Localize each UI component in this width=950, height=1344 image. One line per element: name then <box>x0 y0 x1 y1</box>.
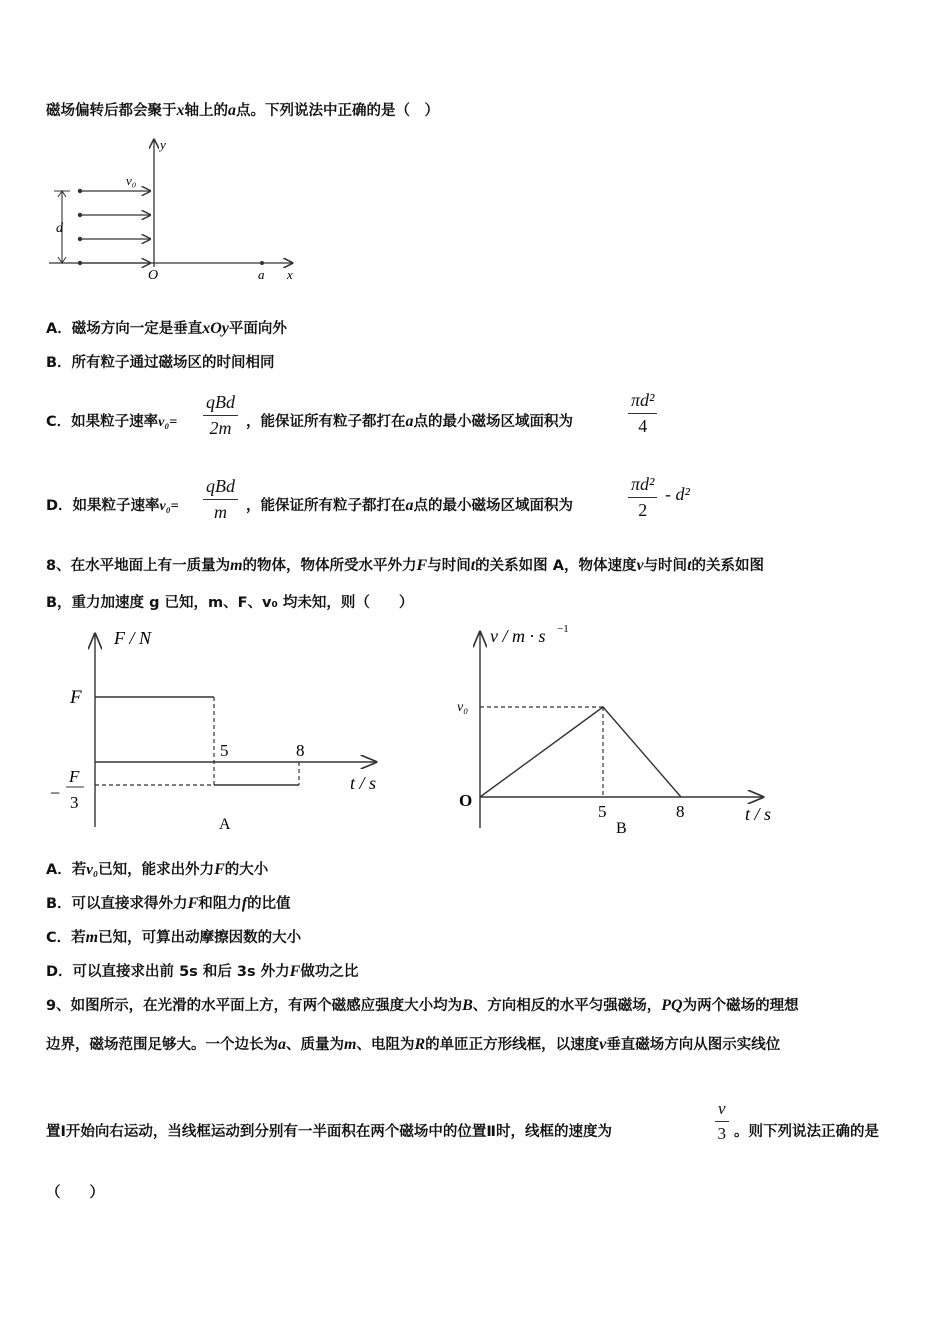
label-x: x <box>287 267 293 282</box>
label-a: a <box>258 267 265 282</box>
label-origin: O <box>459 791 473 810</box>
q8-option-d: D．可以直接求出前 5s 和后 3s 外力F做功之比 <box>46 963 359 980</box>
option-text: 点的最小磁场区域面积为 <box>413 498 573 514</box>
tick-5: 5 <box>220 741 229 760</box>
label-3: 3 <box>70 793 79 812</box>
velocity-curve <box>480 707 681 797</box>
label-negF: F <box>69 767 80 786</box>
q8-stem-line2: B，重力加速度 g 已知，m、F、v₀ 均未知，则（ ） <box>46 595 414 611</box>
label-y: y <box>160 137 166 152</box>
label-minus: − <box>50 783 61 803</box>
minus-d-squared: - d² <box>665 484 690 504</box>
var-v0: v₀= <box>159 499 179 514</box>
axis-label-x: t / s <box>350 773 377 793</box>
fraction-numerator: qBd <box>206 476 235 496</box>
q7-option-a <box>46 319 287 339</box>
q9-stem-line2: 边界，磁场范围足够大。一个边长为a、质量为m、电阻为R的单匝正方形线框，以速度v垂直磁场方向从图示实线位 <box>46 1036 781 1053</box>
var-xOy: xOy <box>202 320 229 337</box>
axis-label-x: t / s <box>745 804 772 824</box>
axis-label-y: v / m · s <box>490 626 546 646</box>
q7-stem-text: 磁场偏转后都会聚于 <box>46 103 177 119</box>
q8-figure-a <box>44 622 394 837</box>
option-text: C．如果粒子速率 <box>46 414 159 430</box>
fraction-area-d <box>628 474 657 521</box>
fraction-numerator: πd² <box>631 390 655 410</box>
q8-option-b: B．可以直接求得外力F和阻力f的比值 <box>46 895 291 912</box>
tick-5: 5 <box>598 802 607 821</box>
axis-label-y: F / N <box>114 628 152 648</box>
fraction-numerator: v <box>718 1099 726 1118</box>
caption-a: A <box>219 816 231 833</box>
q7-stem <box>46 101 439 121</box>
q9-stem-line1: 9、如图所示，在光滑的水平面上方，有两个磁感应强度大小均为B、方向相反的水平匀强磁场，PQ为两个磁场的理想 <box>46 997 799 1014</box>
q7-option-d-part1 <box>46 496 179 517</box>
option-text: ，能保证所有粒子都打在 <box>246 414 406 430</box>
fraction-denominator: 3 <box>717 1124 727 1143</box>
q9-stem-line3-end: 。则下列说法正确的是 <box>734 1124 879 1140</box>
fraction-denominator: 2m <box>209 418 232 438</box>
fraction-denominator: 4 <box>638 416 648 436</box>
q8-figure-b <box>445 618 795 843</box>
option-text: ，能保证所有粒子都打在 <box>246 498 406 514</box>
q7-stem-text: 点。下列说法中正确的是（ ） <box>236 103 439 119</box>
var-x: x <box>176 102 185 119</box>
option-text: D．如果粒子速率 <box>46 498 160 514</box>
q8-option-a: A．若v₀已知，能求出外力F的大小 <box>46 861 269 878</box>
tick-8: 8 <box>676 802 685 821</box>
label-v0: v₀ <box>457 700 469 715</box>
fraction-denominator: m <box>214 502 227 522</box>
fraction-numerator: πd² <box>631 474 655 494</box>
var-v0: v₀= <box>158 415 178 430</box>
fraction-qBd-2m <box>203 392 238 439</box>
option-text: 平面向外 <box>228 321 287 337</box>
label-F: F <box>70 687 82 708</box>
q8-option-c: C．若m已知，可算出动摩擦因数的大小 <box>46 929 302 946</box>
q7-option-d-part2 <box>246 496 573 516</box>
axis-label-sup: −1 <box>557 623 569 635</box>
q7-figure <box>44 135 304 285</box>
fraction-v-3 <box>715 1099 729 1144</box>
var-a: a <box>228 102 236 119</box>
q9-stem-line3: 置Ⅰ开始向右运动，当线框运动到分别有一半面积在两个磁场中的位置Ⅱ时，线框的速度为 <box>46 1124 612 1140</box>
q9-answer-blank: （ ） <box>46 1185 104 1201</box>
label-origin: O <box>148 268 159 283</box>
fraction-denominator: 2 <box>638 500 648 520</box>
fraction-numerator: qBd <box>206 392 235 412</box>
fraction-qBd-m <box>203 476 238 523</box>
q7-option-c-part1 <box>46 412 177 433</box>
fraction-area-c <box>628 390 657 437</box>
q7-option-c-part2 <box>246 412 573 432</box>
var-a: a <box>405 497 414 514</box>
label-v0: v₀ <box>126 173 137 188</box>
tick-8: 8 <box>296 741 305 760</box>
q7-stem-text: 轴上的 <box>184 103 228 119</box>
option-text: A．磁场方向一定是垂直 <box>46 321 203 337</box>
var-a: a <box>405 413 414 430</box>
q8-stem-line1: 8、在水平地面上有一质量为m的物体，物体所受水平外力F与时间t的关系如图 A，物体速度v与时间t的关系如图 <box>46 557 765 574</box>
option-text: 点的最小磁场区域面积为 <box>413 414 573 430</box>
q7-option-b <box>46 353 275 373</box>
caption-b: B <box>616 820 627 837</box>
label-d: d <box>56 221 63 236</box>
option-text: B．所有粒子通过磁场区的时间相同 <box>46 355 275 371</box>
